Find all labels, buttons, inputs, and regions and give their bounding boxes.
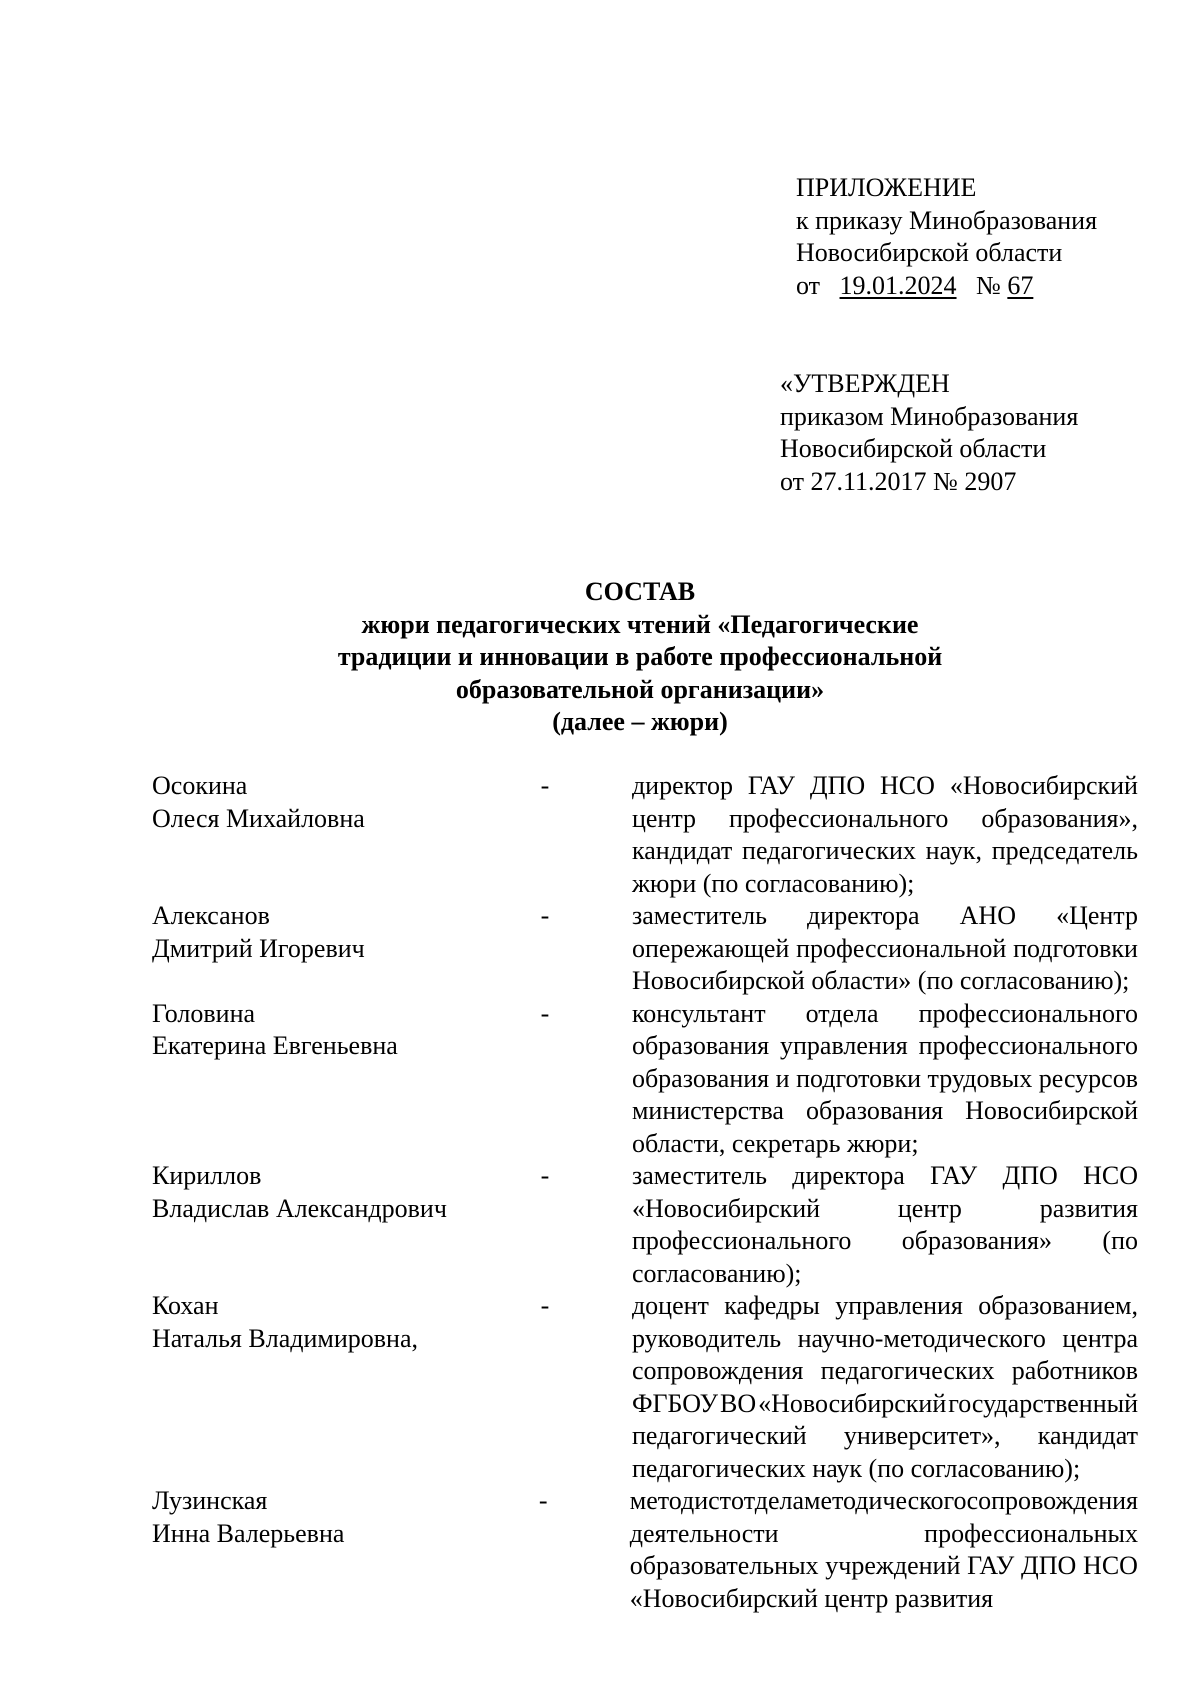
heading-line-2: традиции и инновации в работе профессиональной [337,642,943,671]
member-description [632,1290,1138,1485]
member-description [632,1160,1138,1290]
member-name [152,1290,458,1485]
description-line: опережающей профессиональной подготовки [631,933,1138,963]
jury-member-list [152,770,1138,1615]
member-dash: - [538,1486,548,1515]
member-surname: Головина [152,998,256,1028]
member-dash: - [540,1291,550,1320]
heading-line-3: образовательной организации» [455,674,825,704]
member-given-name: Екатерина Евгеньевна [152,1031,398,1060]
member-name [152,900,458,998]
description-line: руководитель научно-методического центра [631,1323,1138,1353]
member-description [632,770,1138,900]
approved-line-4: от 27.11.2017 № 2907 [780,466,1017,496]
description-line: области, секретарь жюри; [631,1128,919,1158]
member-given-name: Владислав Александрович [152,1193,447,1223]
approved-line-1: «УТВЕРЖДЕН [780,369,950,398]
jury-member [152,998,1138,1161]
description-line: деятельности профессиональных [629,1518,1138,1548]
description-line: профессионального образования» (по [631,1226,1138,1255]
description-line: консультант отдела профессионального [631,998,1138,1028]
member-given-name: Наталья Владимировна, [152,1323,418,1353]
description-line: кандидат педагогических наук, председатель [631,836,1138,865]
member-name [152,1485,457,1615]
appendix-number: 67 [1007,270,1034,300]
appendix-block [796,172,1097,302]
appendix-line-3: Новосибирской области [796,238,1063,267]
member-dash: - [540,901,550,930]
description-line: министерства образования Новосибирской [631,1096,1138,1125]
description-line: сопровождения педагогических работников [631,1356,1138,1385]
description-line: образования управления профессионального [631,1031,1138,1060]
jury-member [152,1160,1138,1290]
description-line: педагогический университет», кандидат [631,1421,1138,1450]
approved-line-2: приказом Минобразования [780,401,1079,431]
description-line: ФГБОУ ВО «Новосибирский государственный [631,1388,1138,1418]
heading-line-4: (далее – жюри) [552,707,728,736]
jury-member [152,770,1138,900]
description-line: заместитель директора ГАУ ДПО НСО [631,1161,1138,1190]
appendix-title: ПРИЛОЖЕНИЕ [796,173,977,202]
member-description [632,900,1138,998]
description-line: доцент кафедры управления образованием, [631,1291,1138,1320]
description-line: «Новосибирский центр развития [631,1193,1138,1223]
approved-block [780,368,1078,498]
heading-title: СОСТАВ [584,577,696,606]
description-line: образовательных учреждений ГАУ ДПО НСО [629,1551,1138,1580]
description-line: директор ГАУ ДПО НСО «Новосибирский [631,771,1138,800]
appendix-from-prefix: от [796,270,821,300]
member-surname: Кириллов [152,1161,262,1190]
member-surname: Осокина [152,771,248,800]
description-line: педагогических наук (по согласованию); [631,1453,1081,1483]
heading-line-1: жюри педагогических чтений «Педагогические [361,609,919,639]
appendix-number-prefix: № [976,270,1001,300]
member-name [152,1160,458,1290]
member-name [152,770,458,900]
document-heading [150,576,1130,739]
member-dash: - [540,1161,550,1190]
member-description [632,998,1138,1161]
appendix-date: 19.01.2024 [839,270,957,300]
member-given-name: Олеся Михайловна [152,803,365,833]
member-description [630,1485,1138,1615]
description-line: «Новосибирский центр развития [629,1583,994,1613]
description-line: заместитель директора АНО «Центр [631,901,1138,930]
approved-line-3: Новосибирской области [780,434,1047,463]
jury-member [152,900,1138,998]
description-line: методист отдела методического сопровождения [629,1486,1138,1515]
member-given-name: Дмитрий Игоревич [152,933,365,963]
description-line: центр профессионального образования», [631,803,1138,833]
description-line: образования и подготовки трудовых ресурсов [631,1063,1138,1093]
appendix-order-ref [796,270,1097,303]
appendix-line-2: к приказу Минобразования [796,205,1098,235]
member-surname: Лузинская [152,1486,268,1515]
description-line: жюри (по согласованию); [631,868,915,898]
member-name [152,998,458,1161]
jury-member [152,1485,1138,1615]
member-dash: - [540,771,550,800]
jury-member [152,1290,1138,1485]
member-surname: Алексанов [152,901,270,930]
description-line: Новосибирской области» (по согласованию); [631,966,1130,995]
member-given-name: Инна Валерьевна [152,1518,345,1548]
member-surname: Кохан [152,1291,219,1320]
member-dash: - [540,998,550,1028]
description-line: согласованию); [631,1258,802,1288]
